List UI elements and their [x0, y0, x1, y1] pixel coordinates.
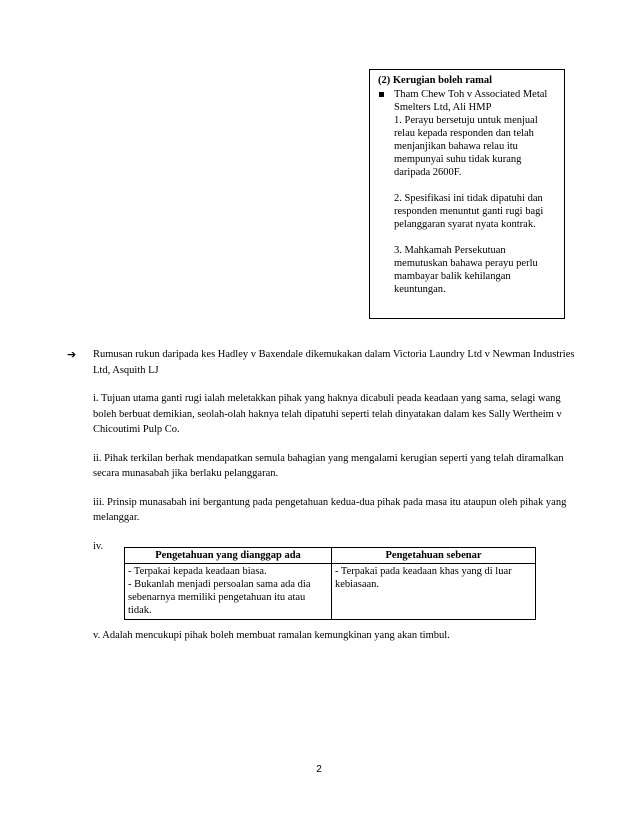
box-point-2: 2. Spesifikasi ini tidak dipatuhi dan responden menuntut ganti rugi bagi pelanggaran syarat nyata kontrak. — [394, 193, 544, 230]
table-cell-actual — [332, 564, 536, 620]
table-header-row — [125, 548, 536, 564]
case-bullet — [378, 88, 558, 114]
arrow-item-text: Rumusan rukun daripada kes Hadley v Baxendale dikemukakan dalam Victoria Laundry Ltd v Newman Industries Ltd, Asquith LJ — [93, 349, 575, 376]
square-bullet-icon — [379, 92, 384, 97]
point-ii: ii. Pihak terkilan berhak mendapatkan semula bahagian yang mengalami kerugian seperti yang telah diramalkan secara munasabah jika berlaku pelanggaran. — [93, 452, 564, 479]
point-i: i. Tujuan utama ganti rugi ialah meletakkan pihak yang haknya dicabuli peada keadaan yang sama, selagi wang boleh berbuat demikian, seolah-olah haknya telah dipatuhi seperti telah dinyatakan dalam kes Sally Wertheim v Chicoutimi Pulp Co. — [93, 393, 562, 435]
table-cell-line: - Terpakai kepada keadaan biasa. — [128, 566, 267, 577]
point-iii: iii. Prinsip munasabah ini bergantung pada pengetahuan kedua-dua pihak pada masa itu ataupun oleh pihak yang melanggar. — [93, 496, 567, 523]
page-number: 2 — [316, 764, 322, 775]
table-cell-line: - Terpakai pada keadaan khas yang di luar kebiasaan. — [335, 566, 512, 590]
arrow-item — [67, 347, 577, 378]
table-header-assumed: Pengetahuan yang dianggap ada — [125, 548, 332, 564]
table-cell-assumed — [125, 564, 332, 620]
table-cell-line: - Bukanlah menjadi persoalan sama ada dia sebenarnya memiliki pengetahuan itu atau tidak. — [128, 579, 311, 616]
knowledge-table — [124, 547, 536, 620]
box-point-3: 3. Mahkamah Persekutuan memutuskan bahawa perayu perlu mambayar balik kehilangan keuntungan. — [394, 245, 538, 295]
box-title: (2) Kerugian boleh ramal — [378, 75, 493, 86]
case-box — [369, 69, 565, 319]
table-header-actual: Pengetahuan sebenar — [332, 548, 536, 564]
point-iv-label: iv. — [93, 540, 104, 552]
point-v: v. Adalah mencukupi pihak boleh membuat ramalan kemungkinan yang akan timbul. — [93, 630, 450, 641]
main-content — [67, 347, 577, 554]
arrow-right-icon: ➔ — [67, 348, 77, 361]
table-row — [125, 564, 536, 620]
box-point-1: 1. Perayu bersetuju untuk menjual relau kepada responden dan telah menjanjikan bahawa relau itu mempunyai suhu tidak kurang daripada 2600F. — [394, 115, 538, 178]
case-name: Tham Chew Toh v Associated Metal Smelters Ltd, Ali HMP — [394, 89, 548, 113]
